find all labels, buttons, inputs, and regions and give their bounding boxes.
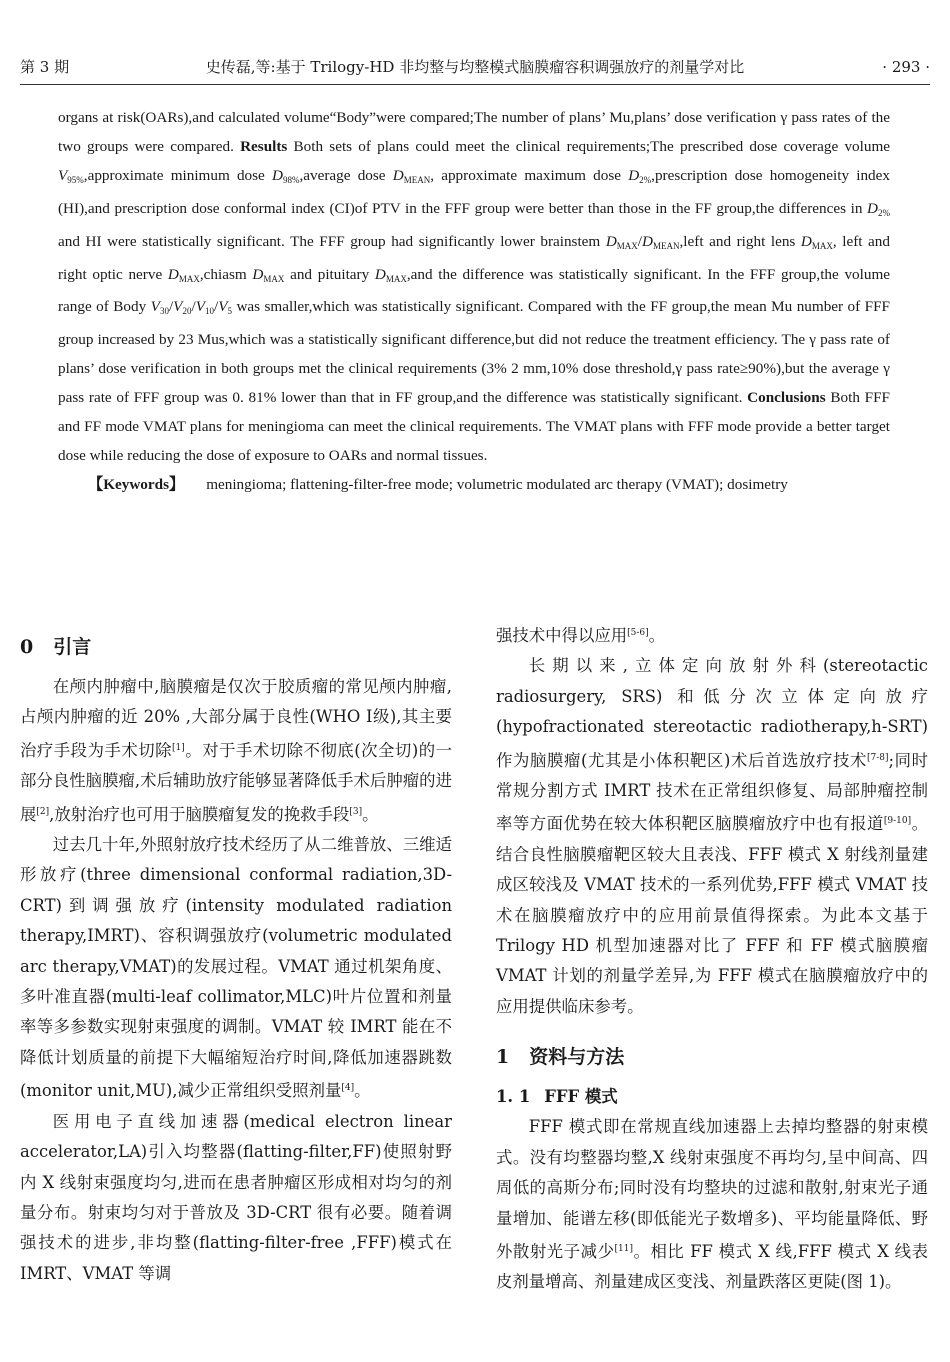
paragraph-text: 。对于手术切除不彻底(次全切)的一部分良性脑膜瘤,术后辅助放疗能够显著降低手术后肿瘤的进展 [20,740,452,824]
symbol: D [800,232,812,250]
symbol: D [628,166,640,184]
symbol: D [867,199,878,217]
paragraph-text: 。 [354,1081,371,1101]
symbol: D [272,166,283,184]
keywords [58,471,890,500]
section-heading-1 [496,1040,928,1074]
paragraph-text: 医用电子直线加速器(medical electron linear accelerator,LA)引入均整器(flatting-filter,FF)使照射野内 X 线射束强度均匀,进而在患者肿瘤区形成相对均匀的剂量分布。射束均匀对于普放及 3D-CRT 很有必要。随着调强技术的进步,非均整(flatting-filter-free ,FFF)模式在 IMRT、VMAT 等调 [20,1111,452,1283]
paragraph-text: 在颅内肿瘤中,脑膜瘤是仅次于胶质瘤的常见颅内肿瘤,占颅内肿瘤的近 20% ,大部分属于良性(WHO Ⅰ级),其主要治疗手段为手术切除 [20,677,452,760]
paragraph-text: 。相比 FF 模式 X 线,FFF 模式 X 线表皮剂量增高、剂量建成区变浅、剂量跌落区更陡(图 1)。 [496,1241,928,1292]
running-header [20,52,930,82]
symbol: D [167,265,179,283]
right-column [496,618,928,1298]
abstract-text: ,chiasm [199,265,253,283]
paragraph-text: ;同时常规分割方式 IMRT 技术在正常组织修复、局部肿瘤控制率等方面优势在较大体积靶区脑膜瘤放疗中也有报道 [496,750,928,834]
paragraph [20,1107,452,1289]
subscript: 30 [159,306,169,317]
paragraph-text: 。 [648,626,666,645]
keywords-label: 【Keywords】 [88,475,185,493]
page-number: · 293 · [882,58,930,76]
paragraph-text: 。结合良性脑膜瘤靶区较大且表浅、FFF 模式 X 射线剂量建成区较浅及 VMAT 技术的一系列优势,FFF 模式 VMAT 技术在脑膜瘤放疗中的应用前景值得探索。为此本文基于 Trilogy HD 机型加速器对比了 FFF 和 FF 模式脑膜瘤 VMAT 计划的剂量学差异,为 FFF 模式在脑膜瘤放疗中的应用提供临床参考。 [496,814,929,1016]
abstract-text: / [168,298,174,316]
subscript: MEAN [653,240,680,251]
subscript: MAX [178,273,200,284]
abstract-body [58,104,890,471]
section-number: 0 [20,636,34,658]
citation: [4] [341,1083,355,1094]
english-abstract [58,104,890,500]
paragraph [496,1112,928,1297]
citation: [2] [36,806,50,817]
abstract-text: , left and right optic nerve [58,232,890,283]
abstract-text: and HI were statistically significant. The FFF group had significantly lower brainstem [58,232,606,250]
paragraph-text: 强技术中得以应用 [496,626,628,645]
abstract-text: Both sets of plans could meet the clinical requirements;The prescribed dose coverage volume [287,137,890,155]
abstract-text: and pituitary [284,265,375,283]
subscript: MAX [811,240,833,251]
symbol: D [392,166,404,184]
symbol: V [58,166,68,184]
subscript: MAX [263,273,285,284]
citation: [11] [614,1243,634,1254]
paragraph-continued [496,618,928,651]
citation: [1] [172,742,185,753]
abstract-text: ,left and right lens [679,232,801,250]
left-column [20,618,452,1289]
symbol: D [374,265,386,283]
section-number: 1 [496,1046,510,1069]
subscript: MAX [385,273,407,284]
symbol: V [150,298,160,316]
paragraph-text: FFF 模式即在常规直线加速器上去掉均整器的射束模式。没有均整器均整,X 线射束强度不再均匀,呈中间高、四周低的高斯分布;同时没有均整块的过滤和散射,射束光子通量增加、能谱左移(即低能光子数增多)、平均能量降低、野外散射光子减少 [496,1117,928,1261]
citation: [5-6] [627,628,649,638]
section-heading-0 [20,630,452,664]
paragraph-text: 过去几十年,外照射放疗技术经历了从二维普放、三维适形放疗(three dimensional conformal radiation,3D-CRT)到调强放疗(intensity modulated radiation therapy,IMRT)、容积调强放疗(volumetric modulated arc therapy,VMAT)的发展过程。VMAT 通过机架角度、多叶准直器(multi-leaf collimator,MLC)叶片位置和剂量率等多参数实现射束强度的调制。VMAT 较 IMRT 能在不降低计划质量的前提下大幅缩短治疗时间,降低加速器跳数(monitor unit,MU),减少正常组织受照剂量 [20,835,452,1101]
symbol: V [218,298,228,316]
paragraph [496,651,928,1022]
paragraph-text: 。 [362,804,379,824]
subsection-number: 1. 1 [496,1087,531,1107]
abstract-text: / [213,298,219,316]
paragraph [20,830,452,1107]
subsection-heading-1-1 [496,1082,928,1112]
subscript: 5 [227,306,232,317]
results-label: Results [240,137,288,155]
subsection-title: FFF 模式 [544,1087,618,1107]
abstract-text: / [637,232,643,250]
section-title: 资料与方法 [529,1046,625,1069]
subscript: 95% [67,174,84,185]
abstract-text: , approximate maximum dose [430,166,629,184]
header-divider [20,84,930,85]
citation: [3] [349,806,363,817]
conclusions-label: Conclusions [747,389,826,407]
paragraph-text: 长期以来,立体定向放射外科(stereotactic radiosurgery, SRS) 和低分次立体定向放疗(hypofractionated stereotactic radiotherapy,h-SRT)作为脑膜瘤(尤其是小体积靶区)术后首选放疗技术 [496,656,928,770]
abstract-text: ,prescription dose homogeneity index (HI),and prescription dose conformal index (CI)of PTV in the FFF group were better than those in the FF group,the differences in [58,166,890,217]
symbol: D [642,232,653,250]
paragraph-text: ,放射治疗也可用于脑膜瘤复发的挽救手段 [49,804,350,824]
symbol: V [195,298,205,316]
abstract-text: organs at risk(OARs),and calculated volume“Body”were compared;The number of plans’ Mu,plans’ dose verification γ pass rates of the two groups were compared. [58,109,890,155]
subscript: 20 [182,306,192,317]
subscript: 2% [878,207,890,218]
section-title: 引言 [53,636,92,658]
subscript: 98% [282,174,300,185]
citation: [9-10] [883,816,912,827]
symbol: D [252,265,264,283]
symbol: V [173,298,183,316]
keywords-text: meningioma; flattening-filter-free mode; volumetric modulated arc therapy (VMAT); dosimetry [206,475,788,493]
abstract-text: Both FFF and FF mode VMAT plans for meningioma can meet the clinical requirements. The VMAT plans with FFF mode provide a better target dose while reducing the dose of exposure to OARs and normal tissues. [58,389,890,464]
abstract-text: ,approximate minimum dose [83,166,273,184]
running-title: 史传磊,等:基于 Trilogy-HD 非均整与均整模式脑膜瘤容积调强放疗的剂量学对比 [205,58,745,76]
symbol: D [605,232,617,250]
abstract-text: ,and the difference was statistically significant. In the FFF group,the volume range of Body [58,265,891,316]
subscript: MAX [616,240,638,251]
issue-label: 第 3 期 [20,58,70,76]
subscript: 2% [639,174,652,185]
subscript: 10 [204,306,214,317]
citation: [7-8] [866,752,889,763]
abstract-text: ,average dose [299,166,393,184]
subscript: MEAN [403,174,431,185]
abstract-text: / [191,298,196,316]
paragraph [20,672,452,830]
abstract-text: was smaller,which was statistically significant. Compared with the FF group,the mean Mu number of FFF group increased by 23 Mus,which was a statistically significant difference,but did not reduce the treatment efficiency. The γ pass rate of plans’ dose verification in both groups met the clinical requirements (3% 2 mm,10% dose threshold,γ pass rate≥90%),but the average γ pass rate of FFF group was 0. 81% lower than that in FF group,and the difference was statistically significant. [58,298,890,407]
